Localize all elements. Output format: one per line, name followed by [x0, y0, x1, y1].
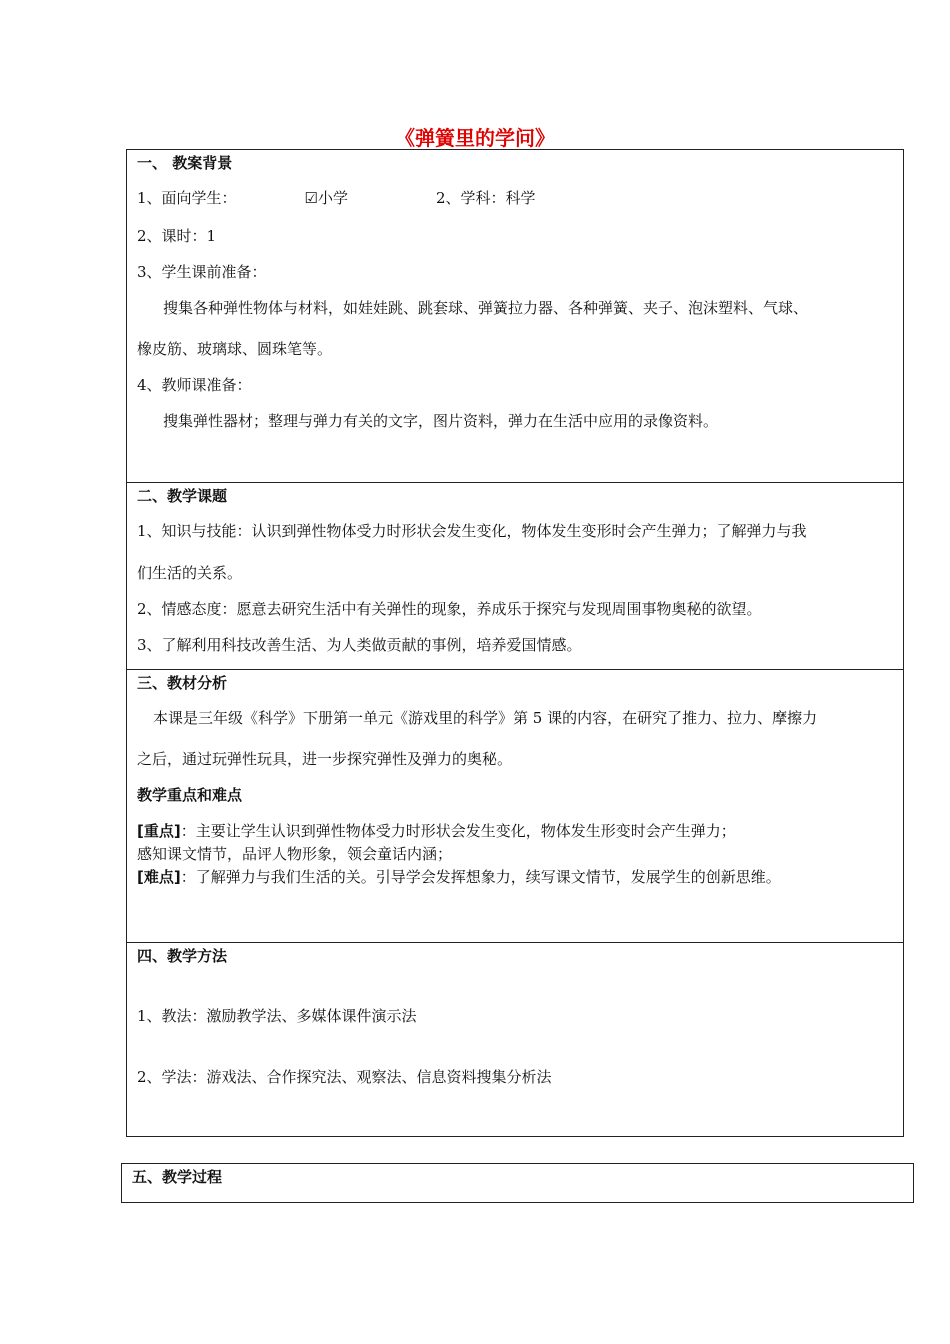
difficulty-text: ：了解弹力与我们生活的关。引导学会发挥想象力，续写课文情节，发展学生的创新思维。 [180, 868, 781, 886]
teacher-prep-label: 4、教师课准备： [137, 376, 252, 394]
objective-attitude: 2、情感态度：愿意去研究生活中有关弹性的现象，养成乐于探究与发现周围事物奥秘的欲望。 [137, 600, 762, 618]
analysis-text: 之后，通过玩弹性玩具，进一步探究弹性及弹力的奥秘。 [137, 750, 513, 768]
student-prep-label: 3、学生课前准备： [137, 263, 267, 281]
difficulty-label: [难点] [137, 868, 181, 886]
key-point [137, 821, 736, 841]
student-prep-text: 搜集各种弹性物体与材料，如娃娃跳、跳套球、弹簧拉力器、各种弹簧、夹子、泡沫塑料、气球、 [163, 299, 809, 317]
student-prep-text: 橡皮筋、玻璃球、圆珠笔等。 [137, 340, 333, 358]
difficulty-point [137, 867, 781, 887]
key-point-label: [重点] [137, 822, 181, 840]
lesson-plan-table [126, 149, 904, 1137]
section-material-analysis [127, 670, 903, 943]
section-heading: 一、 教案背景 [137, 154, 233, 172]
section-heading: 二、教学课题 [137, 487, 228, 505]
teacher-prep-text: 搜集弹性器材；整理与弹力有关的文字，图片资料，弹力在生活中应用的录像资料。 [163, 412, 719, 430]
section-teaching-process [121, 1163, 914, 1203]
class-hours: 2、课时：1 [137, 227, 217, 245]
section-teaching-methods [127, 943, 903, 1138]
section-heading: 三、教材分析 [137, 674, 228, 692]
document-title: 《弹簧里的学问》 [395, 126, 555, 150]
objective-knowledge: 1、知识与技能：认识到弹性物体受力时形状会发生变化，物体发生变形时会产生弹力；了解弹力与我 [137, 522, 807, 540]
section-heading: 五、教学过程 [132, 1168, 223, 1186]
teaching-method: 1、教法：激励教学法、多媒体课件演示法 [137, 1007, 417, 1025]
students-label: 1、面向学生： [137, 189, 237, 207]
analysis-text: 本课是三年级《科学》下册第一单元《游戏里的科学》第 5 课的内容，在研究了推力、拉力、摩擦力 [153, 709, 818, 727]
objective-patriotism: 3、了解利用科技改善生活、为人类做贡献的事例，培养爱国情感。 [137, 636, 582, 654]
section-background [127, 150, 903, 483]
section-heading: 四、教学方法 [137, 947, 228, 965]
students-row [137, 188, 536, 208]
learning-method: 2、学法：游戏法、合作探究法、观察法、信息资料搜集分析法 [137, 1068, 552, 1086]
objective-knowledge: 们生活的关系。 [137, 564, 243, 582]
key-point-text-2: 感知课文情节，品评人物形象，领会童话内涵； [137, 845, 453, 863]
section-topic [127, 483, 903, 670]
primary-school-checkbox: ☑小学 [304, 189, 348, 207]
key-points-heading: 教学重点和难点 [137, 786, 243, 804]
subject-text: 2、学科：科学 [436, 189, 536, 207]
key-point-text: ：主要让学生认识到弹性物体受力时形状会发生变化，物体发生形变时会产生弹力； [180, 822, 736, 840]
